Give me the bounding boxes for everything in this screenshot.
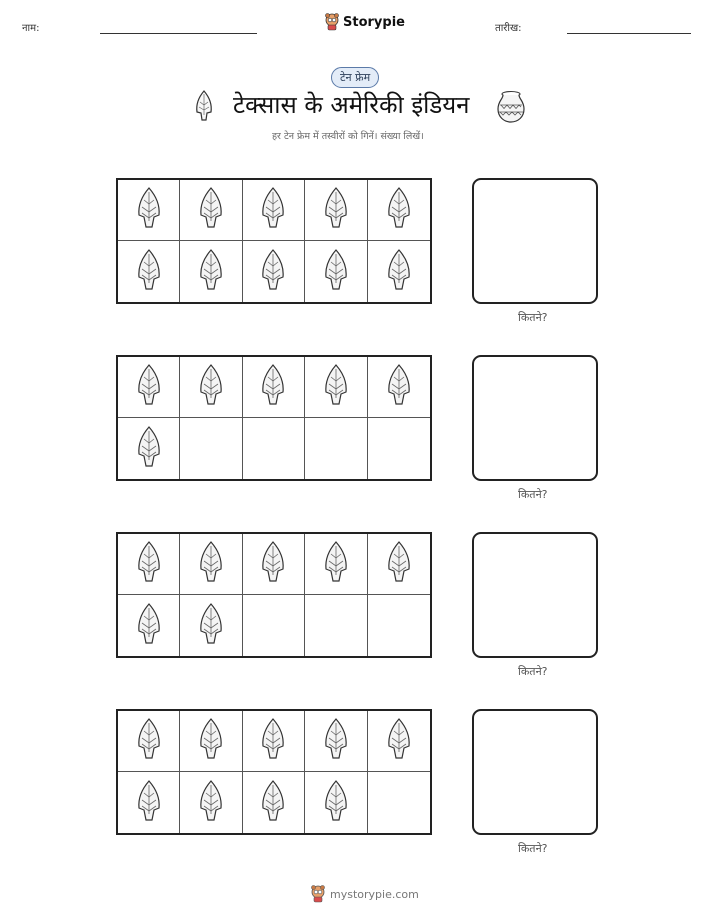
ten-frame-cell [243, 711, 305, 772]
ten-frame-cell [180, 772, 242, 833]
arrowhead-icon [260, 364, 286, 410]
footer [310, 885, 419, 903]
ten-frame-cell [305, 357, 367, 418]
badge-text: टेन फ्रेम [331, 67, 379, 88]
ten-frame [116, 709, 432, 835]
ten-frame-cell [368, 418, 430, 479]
ten-frame-cell [118, 357, 180, 418]
storypie-mascot-icon [324, 13, 340, 31]
arrowhead-icon [136, 780, 162, 826]
arrowhead-icon [386, 718, 412, 764]
arrowhead-icon [136, 603, 162, 649]
ten-frame-cell [368, 534, 430, 595]
ten-frame-cell [118, 534, 180, 595]
ten-frame-cell [305, 595, 367, 656]
arrowhead-icon [260, 718, 286, 764]
ten-frame-cell [180, 357, 242, 418]
arrowhead-icon [198, 718, 224, 764]
arrowhead-icon [194, 90, 214, 126]
ten-frame-cell [243, 357, 305, 418]
arrowhead-icon [260, 187, 286, 233]
arrowhead-icon [260, 780, 286, 826]
ten-frame-cell [118, 711, 180, 772]
ten-frame-cell [368, 357, 430, 418]
arrowhead-icon [386, 364, 412, 410]
ten-frame-cell [243, 241, 305, 302]
ten-frame-cell [118, 595, 180, 656]
ten-frame-cell [243, 772, 305, 833]
answer-box[interactable] [472, 709, 598, 835]
ten-frame [116, 178, 432, 304]
page-title: टेक्सास के अमेरिकी इंडियन [233, 91, 470, 119]
how-many-label: कितने? [518, 665, 548, 678]
arrowhead-icon [136, 426, 162, 472]
date-label: तारीख: [495, 23, 522, 34]
how-many-label: कितने? [518, 311, 548, 324]
arrowhead-icon [386, 187, 412, 233]
ten-frame [116, 532, 432, 658]
ten-frame-cell [368, 241, 430, 302]
topic-badge [331, 66, 379, 85]
ten-frame-cell [368, 180, 430, 241]
arrowhead-icon [136, 541, 162, 587]
ten-frame-cell [368, 595, 430, 656]
clay-pot-icon [495, 90, 527, 128]
arrowhead-icon [323, 249, 349, 295]
arrowhead-icon [260, 541, 286, 587]
ten-frame-cell [118, 241, 180, 302]
arrowhead-icon [198, 364, 224, 410]
instructions: हर टेन फ्रेम में तस्वीरों को गिनें। संख्या लिखें। [272, 131, 424, 142]
arrowhead-icon [323, 780, 349, 826]
ten-frame-cell [180, 534, 242, 595]
name-line[interactable] [100, 33, 257, 34]
arrowhead-icon [198, 780, 224, 826]
ten-frame-cell [243, 180, 305, 241]
answer-box[interactable] [472, 178, 598, 304]
ten-frame-cell [118, 180, 180, 241]
date-line[interactable] [567, 33, 691, 34]
footer-url[interactable]: mystorypie.com [330, 887, 419, 901]
ten-frame-cell [243, 418, 305, 479]
arrowhead-icon [198, 187, 224, 233]
ten-frame-cell [305, 418, 367, 479]
brand-logo [324, 13, 405, 31]
ten-frame-cell [305, 772, 367, 833]
storypie-mascot-icon [310, 885, 326, 903]
arrowhead-icon [323, 541, 349, 587]
ten-frame-cell [180, 595, 242, 656]
answer-box[interactable] [472, 532, 598, 658]
arrowhead-icon [198, 603, 224, 649]
arrowhead-icon [136, 249, 162, 295]
arrowhead-icon [323, 364, 349, 410]
ten-frame-cell [180, 418, 242, 479]
ten-frame-cell [118, 772, 180, 833]
arrowhead-icon [323, 718, 349, 764]
ten-frame-cell [243, 595, 305, 656]
ten-frame-cell [180, 180, 242, 241]
ten-frame-cell [368, 711, 430, 772]
ten-frame-cell [305, 534, 367, 595]
ten-frame-cell [305, 241, 367, 302]
ten-frame-cell [368, 772, 430, 833]
answer-box[interactable] [472, 355, 598, 481]
arrowhead-icon [198, 541, 224, 587]
ten-frame-cell [305, 180, 367, 241]
name-label: नाम: [22, 23, 40, 34]
arrowhead-icon [136, 364, 162, 410]
arrowhead-icon [260, 249, 286, 295]
ten-frame-cell [305, 711, 367, 772]
ten-frame-cell [118, 418, 180, 479]
arrowhead-icon [386, 249, 412, 295]
ten-frame-cell [180, 241, 242, 302]
how-many-label: कितने? [518, 488, 548, 501]
arrowhead-icon [136, 187, 162, 233]
arrowhead-icon [198, 249, 224, 295]
arrowhead-icon [323, 187, 349, 233]
arrowhead-icon [386, 541, 412, 587]
brand-name: Storypie [343, 14, 405, 30]
ten-frame-cell [180, 711, 242, 772]
ten-frame-cell [243, 534, 305, 595]
ten-frame [116, 355, 432, 481]
arrowhead-icon [136, 718, 162, 764]
how-many-label: कितने? [518, 842, 548, 855]
